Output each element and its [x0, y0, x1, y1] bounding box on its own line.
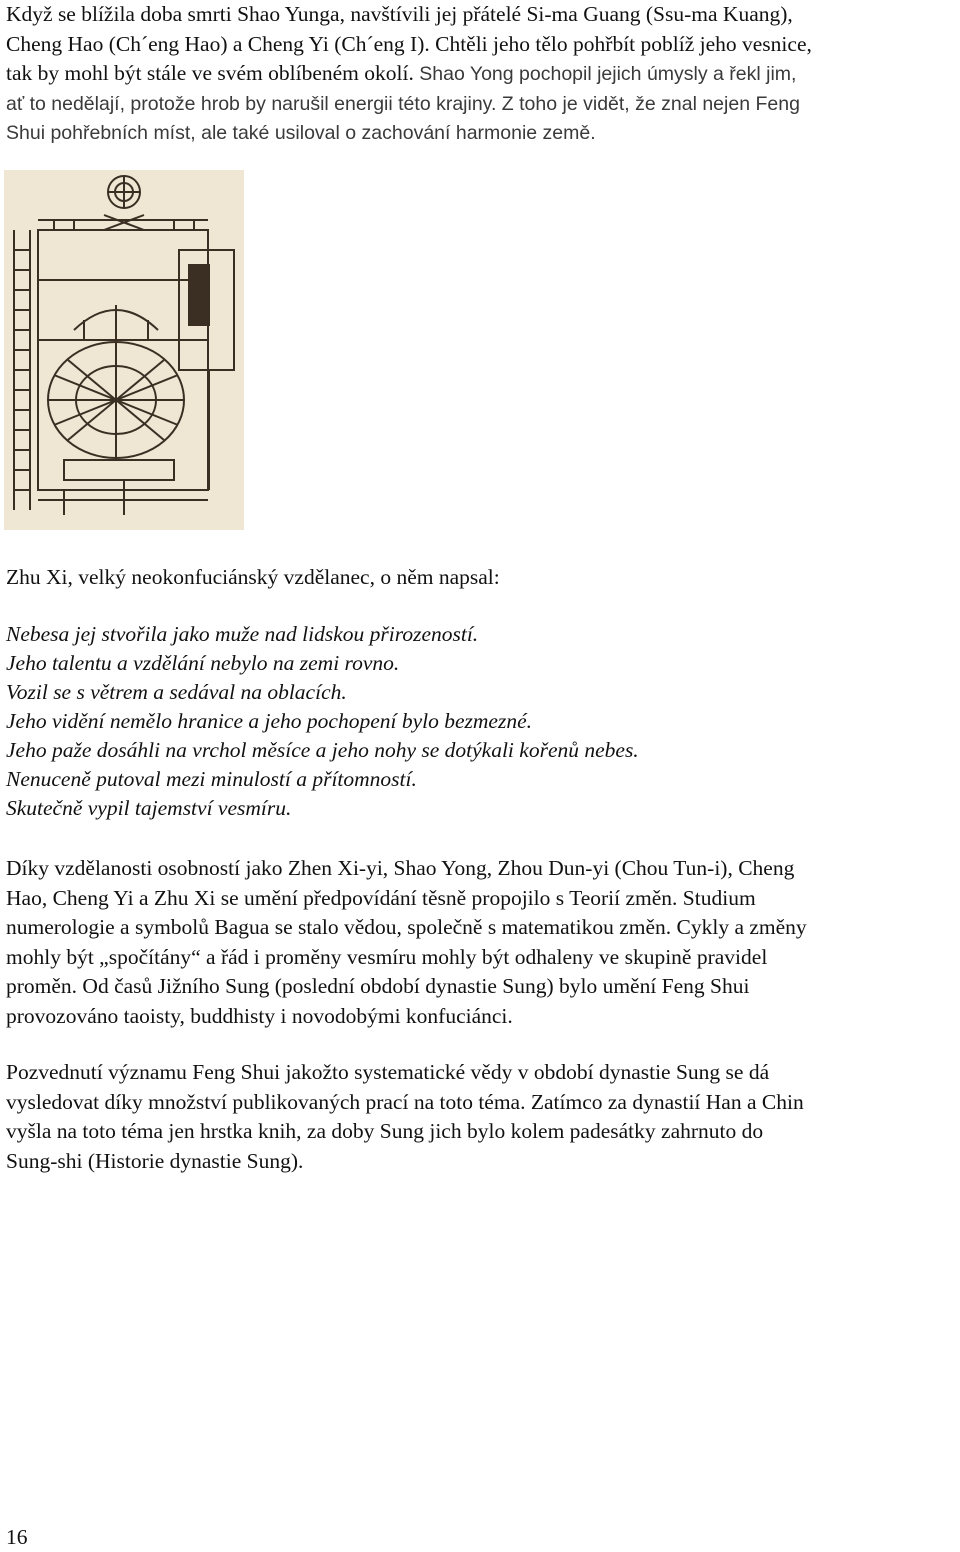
poem-line: Skutečně vypil tajemství vesmíru.	[6, 796, 292, 820]
paragraph-line: Shui pohřebních míst, ale také usiloval o zachování harmonie země.	[6, 122, 596, 144]
paragraph-line: Když se blížila doba smrti Shao Yunga, navštívili jej přátelé Si-ma Guang (Ssu-ma Kuang),	[6, 2, 793, 26]
paragraph-line: ať to nedělají, protože hrob by narušil energii této krajiny. Z toho je vidět, že znal nejen Feng	[6, 92, 800, 115]
poem-line: Nebesa jej stvořila jako muže nad lidskou přirozeností.	[6, 622, 479, 646]
clock-tower-drawing	[4, 170, 244, 530]
paragraph-divination-scholars	[6, 854, 956, 1031]
poem-line: Vozil se s větrem a sedával na oblacích.	[6, 680, 347, 704]
paragraph-sung-dynasty	[6, 1058, 956, 1176]
paragraph-line: proměn. Od časů Jižního Sung (poslední období dynastie Sung) bylo umění Feng Shui	[6, 974, 750, 998]
poem-line: Nenuceně putoval mezi minulostí a přítomností.	[6, 767, 417, 791]
zhu-xi-poem	[6, 620, 639, 823]
zhu-xi-intro: Zhu Xi, velký neokonfuciánský vzdělanec, o něm napsal:	[6, 565, 500, 589]
paragraph-line-part: Shao Yong pochopil jejich úmysly a řekl jim,	[413, 63, 797, 85]
paragraph-line: Díky vzdělanosti osobností jako Zhen Xi-yi, Shao Yong, Zhou Dun-yi (Chou Tun-i), Cheng	[6, 856, 795, 880]
paragraph-line: provozováno taoisty, buddhisty i novodobými konfuciánci.	[6, 1003, 513, 1028]
paragraph-line: mohly být „spočítány“ a řád i proměny vesmíru mohly být odhaleny ve skupině pravidel	[6, 944, 768, 969]
poem-line: Jeho vidění nemělo hranice a jeho pochopení bylo bezmezné.	[6, 709, 532, 733]
page-number: 16	[6, 1525, 28, 1549]
astronomical-clock-tower-illustration	[4, 170, 244, 530]
paragraph-shao-yung-death	[6, 0, 956, 149]
paragraph-line: Cheng Hao (Ch´eng Hao) a Cheng Yi (Ch´eng I). Chtěli jeho tělo pohřbít poblíž jeho vesnice,	[6, 31, 812, 56]
paragraph-line: vyšla na toto téma jen hrstka knih, za doby Sung jich bylo kolem padesátky zahrnuto do	[6, 1119, 764, 1143]
paragraph-line: numerologie a symbolů Bagua se stalo vědou, společně s matematikou změn. Cykly a změny	[6, 915, 807, 939]
poem-line: Jeho talentu a vzdělání nebylo na zemi rovno.	[6, 651, 400, 675]
paragraph-line: Pozvednutí významu Feng Shui jakožto systematické vědy v období dynastie Sung se dá	[6, 1060, 770, 1084]
paragraph-line-part: tak by mohl být stále ve svém oblíbeném okolí.	[6, 61, 414, 85]
paragraph-line: vysledovat díky množství publikovaných prací na toto téma. Zatímco za dynastií Han a Chin	[6, 1089, 804, 1114]
paragraph-line: Sung-shi (Historie dynastie Sung).	[6, 1148, 304, 1173]
paragraph-line: Hao, Cheng Yi a Zhu Xi se umění předpovídání těsně propojilo s Teorií změn. Studium	[6, 885, 756, 910]
poem-line: Jeho paže dosáhli na vrchol měsíce a jeho nohy se dotýkali kořenů nebes.	[6, 738, 639, 762]
paragraph-line	[6, 59, 956, 90]
